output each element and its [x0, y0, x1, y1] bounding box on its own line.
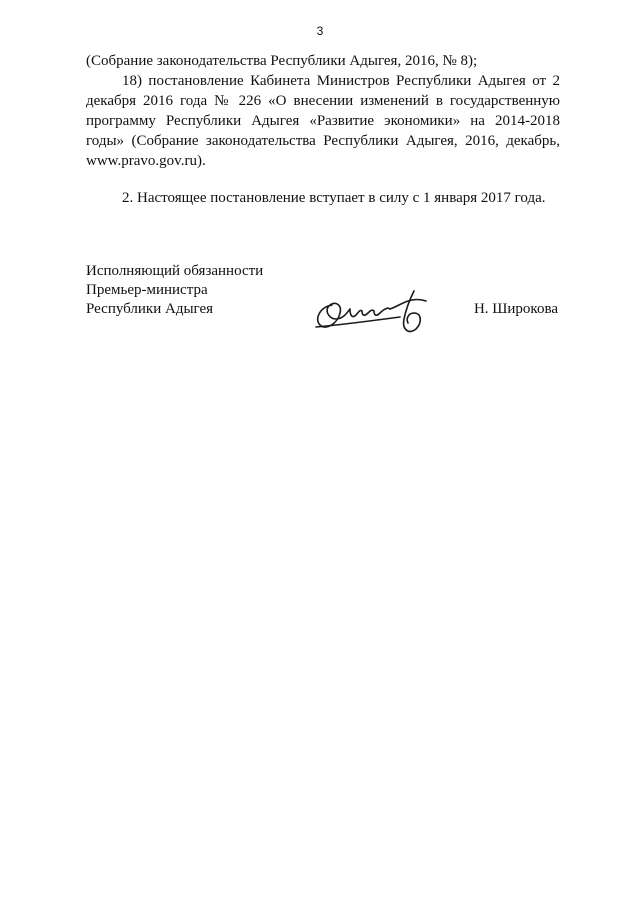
position-line-1: Исполняющий обязанности	[86, 263, 264, 279]
paragraph-spacer	[86, 171, 560, 188]
list-item-continuation: (Собрание законодательства Республики Адыгея, 2016, № 8);	[86, 53, 478, 69]
clause-2: 2. Настоящее постановление вступает в силу с 1 января 2017 года.	[122, 190, 546, 206]
page-number: 3	[316, 24, 324, 38]
document-body	[86, 51, 560, 208]
position-line-2: Премьер-министра	[86, 282, 208, 298]
position-line-3: Республики Адыгея	[86, 301, 214, 317]
list-item-18: 18) постановление Кабинета Министров Республики Адыгея от 2 декабря 2016 года № 226 «О внесении изменений в государственную программу Республики Адыгея «Развитие экономики» на 2014-2018 годы» (Собрание законодательства Республики Адыгея, 2016, декабрь, www.pravo.gov.ru).	[86, 73, 560, 169]
handwritten-signature	[310, 285, 440, 340]
signer-name: Н. Широкова	[473, 301, 558, 317]
signatory-position	[86, 262, 263, 319]
